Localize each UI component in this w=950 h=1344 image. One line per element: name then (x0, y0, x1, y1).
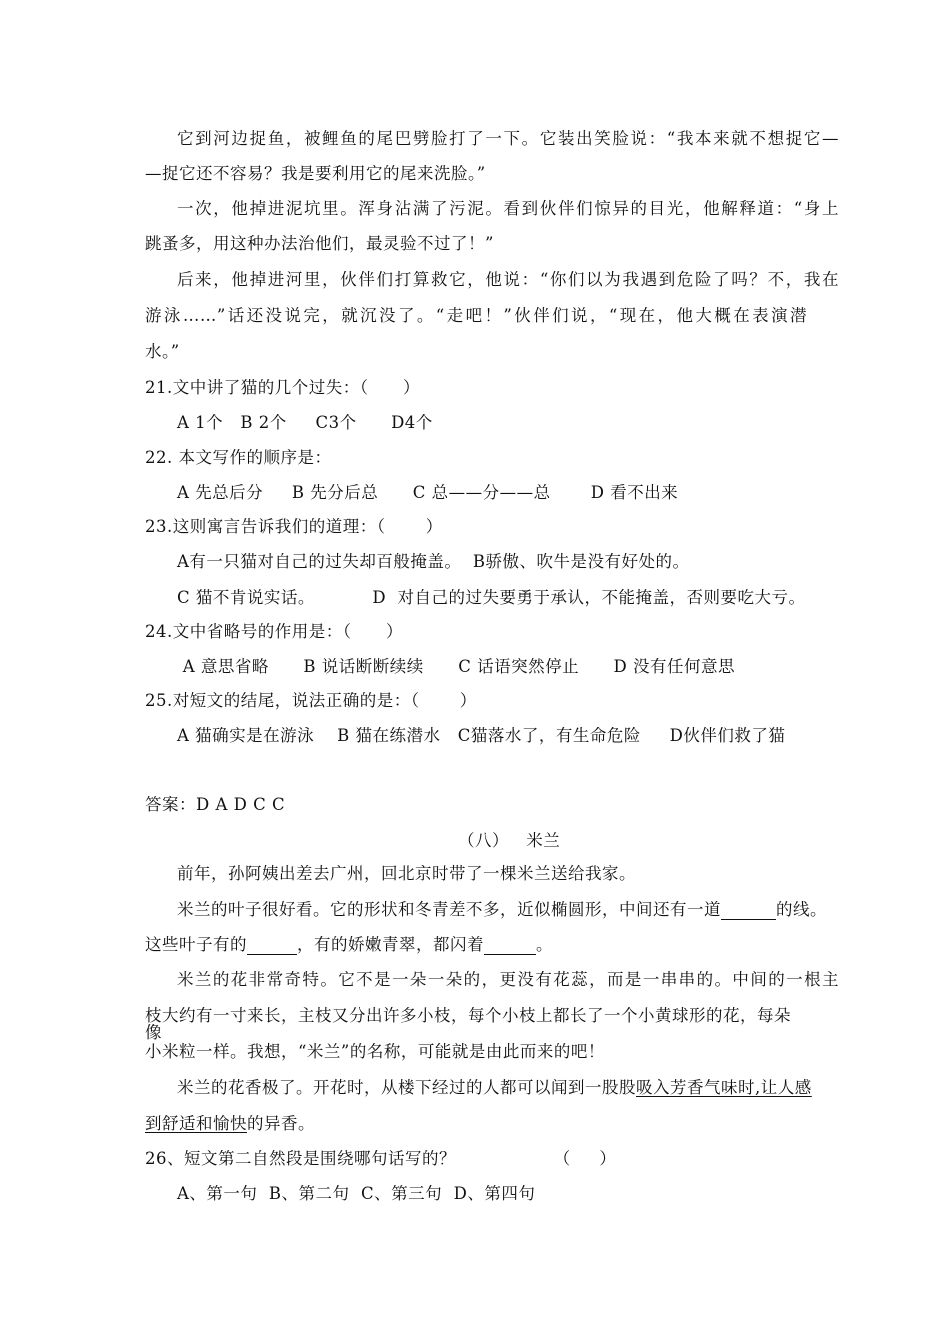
question-22-options: A 先总后分 B 先分后总 C 总——分——总 D 看不出来 (177, 483, 679, 502)
question-23-options-line-1: A有一只猫对自己的过失却百般掩盖。 B骄傲、吹牛是没有好处的。 (177, 552, 690, 571)
question-23-options-line-2: C 猫不肯说实话。 D 对自己的过失要勇于承认，不能掩盖，否则要吃大亏。 (177, 588, 806, 607)
milan-paragraph-4-line-1 (177, 1080, 812, 1097)
story-paragraph-2-line-2: 跳蚤多，用这种办法治他们，最灵验不过了！” (145, 234, 494, 253)
question-24-stem: 24.文中省略号的作用是：（ ） (145, 622, 403, 641)
story-paragraph-1-line-1: 它到河边捉鱼，被鲤鱼的尾巴劈脸打了一下。它装出笑脸说：“我本来就不想捉它— (177, 129, 839, 148)
milan-p2-text-a: 米兰的叶子很好看。它的形状和冬青差不多，近似椭圆形，中间还有一道 (177, 900, 721, 919)
section-title: （八） 米兰 (458, 831, 561, 850)
milan-p2-text-d: ，有的娇嫩青翠，都闪着 (297, 935, 484, 954)
story-paragraph-1-line-2: —捉它还不容易？我是要利用它的尾来洗脸。” (145, 164, 486, 183)
question-21-stem: 21.文中讲了猫的几个过失：（ ） (145, 378, 420, 397)
question-22-stem: 22. 本文写作的顺序是： (145, 448, 332, 467)
milan-p2-text-c: 这些叶子有的 (145, 935, 247, 954)
milan-paragraph-4-line-2 (145, 1116, 315, 1133)
question-26-stem: 26、短文第二自然段是围绕哪句话写的？ （ ） (145, 1149, 617, 1168)
fill-blank-1[interactable] (721, 902, 776, 920)
underlined-phrase-part-2: 到舒适和愉快 (145, 1114, 247, 1133)
milan-p2-text-e: 。 (536, 935, 553, 954)
milan-paragraph-3-line-3: 小米粒一样。我想，“米兰”的名称，可能就是由此而来的吧！ (145, 1042, 605, 1061)
fill-blank-2[interactable] (247, 937, 297, 955)
question-26-options: A、第一句 B、第二句 C、第三句 D、第四句 (177, 1184, 536, 1203)
milan-p4-text-a: 米兰的花香极了。开花时，从楼下经过的人都可以闻到一股股 (177, 1078, 636, 1097)
question-25-options: A 猫确实是在游泳 B 猫在练潜水 C猫落水了，有生命危险 D伙伴们救了猫 (177, 726, 786, 745)
milan-paragraph-3-line-2: 枝大约有一寸来长，主枝又分出许多小枝，每个小枝上都长了一个小黄球形的花，每朵像 (145, 1006, 791, 1042)
milan-p4-text-b: 的异香。 (247, 1114, 315, 1133)
milan-paragraph-2-line-1 (177, 902, 827, 920)
milan-p2-text-b: 的线。 (776, 900, 827, 919)
question-25-stem: 25.对短文的结尾，说法正确的是：（ ） (145, 691, 477, 710)
question-24-options: A 意思省略 B 说话断断续续 C 话语突然停止 D 没有任何意思 (177, 657, 736, 676)
milan-paragraph-1: 前年，孙阿姨出差去广州，回北京时带了一棵米兰送给我家。 (177, 864, 636, 883)
story-paragraph-3-line-1: 后来，他掉进河里，伙伴们打算救它，他说：“你们以为我遇到危险了吗？不，我在 (177, 270, 839, 289)
question-23-stem: 23.这则寓言告诉我们的道理：（ ） (145, 517, 443, 536)
fill-blank-3[interactable] (484, 937, 536, 955)
story-paragraph-3-line-3: 水。” (145, 342, 180, 361)
answer-key: 答案：D A D C C (145, 795, 286, 814)
story-paragraph-3-line-2: 游泳……”话还没说完，就沉没了。“走吧！”伙伴们说，“现在，他大概在表演潜 (145, 306, 807, 325)
story-paragraph-2-line-1: 一次，他掉进泥坑里。浑身沾满了污泥。看到伙伴们惊异的目光，他解释道：“身上 (177, 199, 839, 218)
milan-paragraph-3-line-1: 米兰的花非常奇特。它不是一朵一朵的，更没有花蕊，而是一串串的。中间的一根主 (177, 970, 839, 989)
question-21-options: A 1个 B 2个 C3个 D4个 (177, 413, 433, 432)
underlined-phrase-part-1: 吸入芳香气味时,让人感 (636, 1078, 812, 1097)
milan-paragraph-2-line-2 (145, 937, 553, 955)
